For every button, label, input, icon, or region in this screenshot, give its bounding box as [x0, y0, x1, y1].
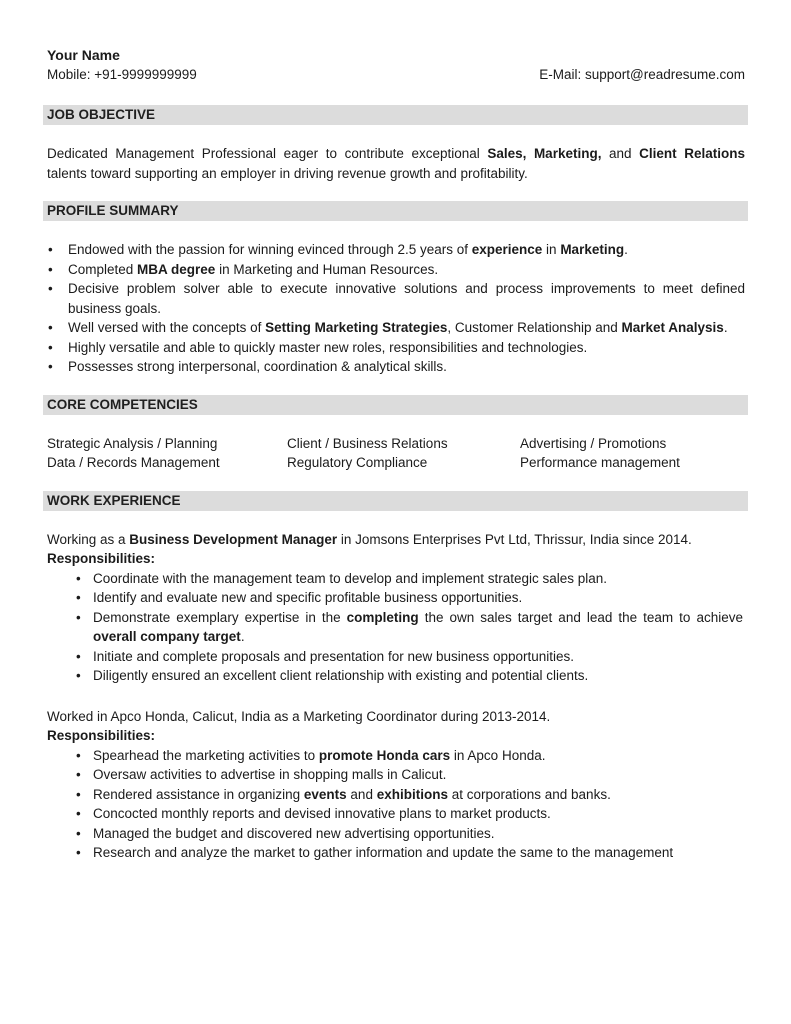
- job-intro: Working as a Business Development Manager in Jomsons Enterprises Pvt Ltd, Thrissur, India since 2014.: [47, 531, 692, 547]
- bullet-item: • Possesses strong interpersonal, coordination & analytical skills.: [47, 357, 745, 377]
- competency-item: Client / Business Relations: [287, 435, 448, 451]
- competency-item: Performance management: [520, 455, 680, 470]
- bullet-item: • Coordinate with the management team to develop and implement strategic sales plan.: [75, 569, 743, 589]
- job-responsibilities-list: [75, 746, 743, 863]
- bullet-item: • Diligently ensured an excellent client relationship with existing and potential clients.: [75, 666, 743, 686]
- bullet-item: • Endowed with the passion for winning evinced through 2.5 years of experience in Marketing.: [47, 240, 745, 260]
- bullet-item: • Well versed with the concepts of Setting Marketing Strategies, Customer Relationship and Market Analysis.: [47, 318, 745, 338]
- bullet-item: • Demonstrate exemplary expertise in the completing the own sales target and lead the team to achieve overall company target.: [75, 608, 743, 647]
- job-responsibilities-list: [75, 569, 743, 686]
- bullet-item: • Managed the budget and discovered new advertising opportunities.: [75, 824, 743, 844]
- job-objective-text: Dedicated Management Professional eager to contribute exceptional Sales, Marketing, and Client Relations talents toward supporting an employer in driving revenue growth and profitability.: [47, 146, 746, 181]
- section-heading-core-competencies: CORE COMPETENCIES: [43, 395, 748, 415]
- bullet-item: • Concocted monthly reports and devised innovative plans to market products.: [75, 804, 743, 824]
- email-address: E-Mail: support@readresume.com: [539, 67, 745, 82]
- competency-item: Data / Records Management: [47, 455, 220, 470]
- bullet-item: • Highly versatile and able to quickly master new roles, responsibilities and technologies.: [47, 338, 745, 358]
- bullet-item: • Spearhead the marketing activities to promote Honda cars in Apco Honda.: [75, 746, 743, 766]
- section-heading-job-objective: JOB OBJECTIVE: [43, 105, 748, 125]
- candidate-name: Your Name: [47, 47, 120, 63]
- mobile-number: Mobile: +91-9999999999: [47, 67, 197, 82]
- competencies-column: [287, 434, 520, 473]
- bullet-item: • Oversaw activities to advertise in shopping malls in Calicut.: [75, 765, 743, 785]
- bullet-item: • Identify and evaluate new and specific profitable business opportunities.: [75, 588, 743, 608]
- profile-summary-list: [47, 240, 745, 377]
- bullet-item: • Rendered assistance in organizing events and exhibitions at corporations and banks.: [75, 785, 743, 805]
- bullet-item: • Initiate and complete proposals and presentation for new business opportunities.: [75, 647, 743, 667]
- bullet-item: • Completed MBA degree in Marketing and Human Resources.: [47, 260, 745, 280]
- bullet-item: • Decisive problem solver able to execute innovative solutions and process improvements to meet defined business goals.: [47, 279, 745, 318]
- section-heading-work-experience: WORK EXPERIENCE: [43, 491, 748, 511]
- competency-item: Strategic Analysis / Planning: [47, 435, 218, 451]
- resume-header: [47, 46, 745, 84]
- bullet-item: • Research and analyze the market to gather information and update the same to the management: [75, 843, 743, 863]
- competency-item: Advertising / Promotions: [520, 435, 667, 451]
- responsibilities-label: Responsibilities:: [47, 728, 156, 743]
- responsibilities-label: Responsibilities:: [47, 551, 156, 566]
- section-heading-profile-summary: PROFILE SUMMARY: [43, 201, 748, 221]
- header-left: [47, 46, 197, 84]
- competencies-column: [47, 434, 287, 473]
- competency-item: Regulatory Compliance: [287, 455, 428, 470]
- job-intro: Worked in Apco Honda, Calicut, India as a Marketing Coordinator during 2013-2014.: [47, 708, 551, 724]
- competencies-grid: [47, 434, 745, 473]
- competencies-column: [520, 434, 745, 473]
